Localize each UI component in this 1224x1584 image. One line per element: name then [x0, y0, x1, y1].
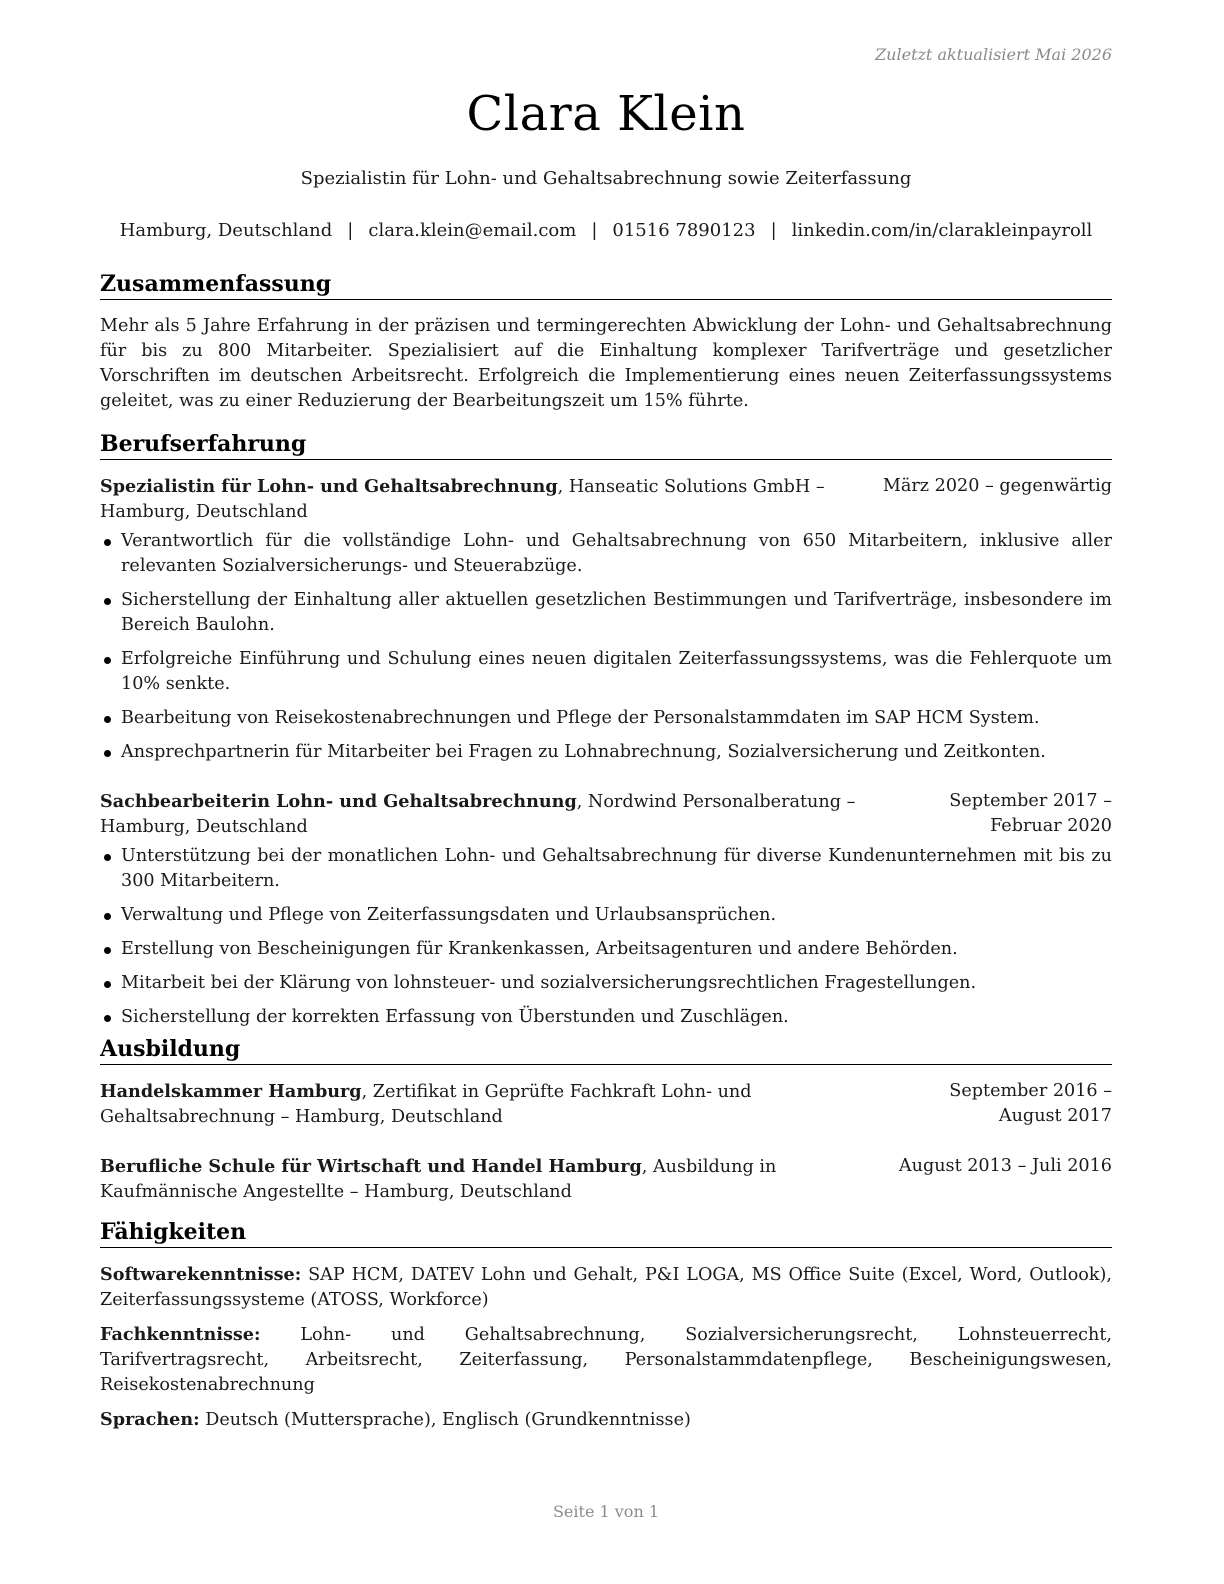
job-header — [100, 789, 1112, 840]
skill-row-software — [100, 1262, 1112, 1313]
section-title-experience: Berufserfahrung — [100, 430, 1112, 460]
contact-separator: | — [770, 220, 777, 241]
education-detail: , Ausbildung in Kaufmännische Angestellte – Hamburg, Deutschland — [100, 1157, 777, 1202]
skill-label: Softwarekenntnisse: — [100, 1264, 302, 1285]
list-item: Ansprechpartnerin für Mitarbeiter bei Fragen zu Lohnabrechnung, Sozialversicherung und Zeitkonten. — [100, 740, 1112, 765]
section-title-skills: Fähigkeiten — [100, 1218, 1112, 1248]
skill-label: Fachkenntnisse: — [100, 1324, 261, 1345]
list-item: Bearbeitung von Reisekostenabrechnungen und Pflege der Personalstammdaten im SAP HCM System. — [100, 706, 1112, 731]
contact-separator: | — [591, 220, 598, 241]
job-role: Sachbearbeiterin Lohn- und Gehaltsabrechnung — [100, 791, 577, 812]
job-info — [100, 474, 875, 525]
education-info — [100, 1079, 879, 1130]
summary-section — [100, 270, 1112, 414]
list-item: Sicherstellung der Einhaltung aller aktuellen gesetzlichen Bestimmungen und Tarifverträge, insbesondere im Bereich Baulohn. — [100, 588, 1112, 638]
job-entry — [100, 474, 1112, 765]
last-updated: Zuletzt aktualisiert Mai 2026 — [875, 45, 1112, 64]
education-dates: September 2016 – August 2017 — [949, 1081, 1112, 1126]
page-number: Seite 1 von 1 — [552, 1502, 660, 1521]
job-role: Spezialistin für Lohn- und Gehaltsabrechnung — [100, 476, 558, 497]
section-title-summary: Zusammenfassung — [100, 270, 1112, 300]
education-dates: August 2013 – Juli 2016 — [898, 1156, 1112, 1176]
experience-section — [100, 430, 1112, 1039]
contact-phone[interactable]: 01516 7890123 — [612, 220, 756, 241]
education-info — [100, 1154, 891, 1205]
list-item: Verantwortlich für die vollständige Lohn- und Gehaltsabrechnung von 650 Mitarbeitern, inklusive aller relevanten Sozialversicherungs- und Steuerabzüge. — [100, 529, 1112, 579]
skill-label: Sprachen: — [100, 1409, 200, 1430]
education-entry — [100, 1079, 1112, 1130]
skill-text: Deutsch (Muttersprache), Englisch (Grundkenntnisse) — [199, 1410, 691, 1430]
skill-row-expertise — [100, 1322, 1112, 1398]
job-bullets — [100, 844, 1112, 1030]
education-detail: , Zertifikat in Geprüfte Fachkraft Lohn- und Gehaltsabrechnung – Hamburg, Deutschland — [100, 1082, 752, 1127]
candidate-title: Spezialistin für Lohn- und Gehaltsabrechnung sowie Zeiterfassung — [300, 168, 912, 189]
list-item: Erstellung von Bescheinigungen für Krankenkassen, Arbeitsagenturen und andere Behörden. — [100, 937, 1112, 962]
candidate-name: Clara Klein — [466, 86, 746, 142]
list-item: Verwaltung und Pflege von Zeiterfassungsdaten und Urlaubsansprüchen. — [100, 903, 1112, 928]
job-bullets — [100, 529, 1112, 765]
education-school: Berufliche Schule für Wirtschaft und Handel Hamburg — [100, 1156, 642, 1177]
job-company: , Hanseatic Solutions GmbH – Hamburg, Deutschland — [100, 477, 825, 522]
list-item: Erfolgreiche Einführung und Schulung eines neuen digitalen Zeiterfassungssystems, was die Fehlerquote um 10% senkte. — [100, 647, 1112, 697]
skill-text: SAP HCM, DATEV Lohn und Gehalt, P&I LOGA, MS Office Suite (Excel, Word, Outlook), Zeiterfassungssysteme (ATOSS, Workforce) — [100, 1265, 1112, 1310]
education-entry — [100, 1154, 1112, 1205]
contact-email[interactable]: clara.klein@email.com — [368, 220, 577, 241]
job-entry — [100, 789, 1112, 1030]
list-item: Mitarbeit bei der Klärung von lohnsteuer- und sozialversicherungsrechtlichen Fragestellungen. — [100, 971, 1112, 996]
job-dates: März 2020 – gegenwärtig — [882, 476, 1112, 496]
job-company: , Nordwind Personalberatung – Hamburg, Deutschland — [100, 792, 856, 837]
skill-row-languages — [100, 1407, 1112, 1433]
summary-text: Mehr als 5 Jahre Erfahrung in der präzisen und termingerechten Abwicklung der Lohn- und Gehaltsabrechnung für bis zu 800 Mitarbeiter. Spezialisiert auf die Einhaltung komplexer Tarifverträge und gesetzlicher Vorschriften im deutschen Arbeitsrecht. Erfolgreich die Implementierung eines neuen Zeiterfassungssystems geleitet, was zu einer Reduzierung der Bearbeitungszeit um 15% führte. — [100, 316, 1112, 411]
skill-text: Lohn- und Gehaltsabrechnung, Sozialversicherungsrecht, Lohnsteuerrecht, Tarifvertragsrecht, Arbeitsrecht, Zeiterfassung, Personalstammdatenpflege, Bescheinigungswesen, Reisekostenabrechnung — [100, 1325, 1112, 1395]
contact-location: Hamburg, Deutschland — [119, 220, 333, 241]
skills-section — [100, 1218, 1112, 1442]
list-item: Unterstützung bei der monatlichen Lohn- und Gehaltsabrechnung für diverse Kundenunternehmen mit bis zu 300 Mitarbeitern. — [100, 844, 1112, 894]
job-dates: September 2017 – Februar 2020 — [949, 791, 1112, 836]
job-info — [100, 789, 884, 840]
section-title-education: Ausbildung — [100, 1035, 1112, 1065]
job-header — [100, 474, 1112, 525]
education-section — [100, 1035, 1112, 1205]
contact-line — [100, 220, 1112, 241]
contact-linkedin[interactable]: linkedin.com/in/clarakleinpayroll — [791, 220, 1093, 241]
contact-separator: | — [347, 220, 354, 241]
list-item: Sicherstellung der korrekten Erfassung von Überstunden und Zuschlägen. — [100, 1005, 1112, 1030]
education-school: Handelskammer Hamburg — [100, 1081, 362, 1102]
